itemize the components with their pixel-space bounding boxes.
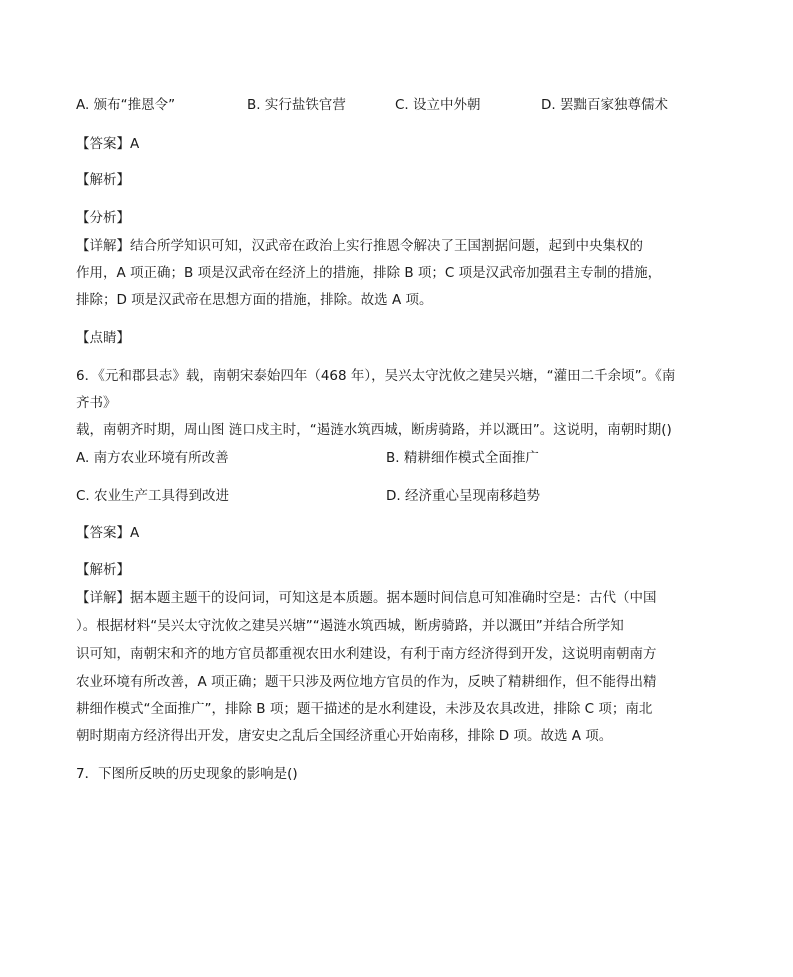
q6-option-a: A. 南方农业环境有所改善 [76,450,229,466]
q5-option-d: D. 罢黜百家独尊儒术 [541,97,668,113]
q6-option-c: C. 农业生产工具得到改进 [76,488,230,504]
q6-stem-line-1: 6．《元和郡县志》载，南朝宋泰始四年（468 年），吴兴太守沈攸之建吴兴塘，“灌田二千余顷”。《南 [76,368,676,384]
q6-analysis-heading: 【解析】 [76,562,130,578]
q6-detail-line-2: ）。根据材料“吴兴太守沈攸之建吴兴塘”“遏涟水筑西城，断虏骑路，并以溉田”并结合所学知 [76,618,624,634]
q5-dianjing-heading: 【点睛】 [76,330,130,346]
q5-detail-line-1: 【详解】结合所学知识可知，汉武帝在政治上实行推恩令解决了王国割据问题，起到中央集权的 [76,238,643,254]
q5-option-c: C. 设立中外朝 [395,97,481,113]
q5-detail-line-3: 排除；D 项是汉武帝在思想方面的措施，排除。故选 A 项。 [76,292,433,308]
q6-detail-line-6: 朝时期南方经济得出开发，唐安史之乱后全国经济重心开始南移，排除 D 项。故选 A 项。 [76,728,613,744]
q7-stem: 7．下图所反映的历史现象的影响是() [76,766,298,782]
q5-fenxi-heading: 【分析】 [76,210,130,226]
q6-stem-line-2: 齐书》 [76,395,117,411]
q6-detail-line-5: 耕细作模式“全面推广”，排除 B 项；题干描述的是水利建设，未涉及农具改进，排除 C 项；南北 [76,701,653,717]
q5-answer: 【答案】A [76,136,140,152]
q6-detail-line-3: 识可知，南朝宋和齐的地方官员都重视农田水利建设，有利于南方经济得到开发，这说明南朝南方 [76,646,657,662]
q6-detail-line-1: 【详解】据本题主题干的设问词，可知这是本质题。据本题时间信息可知准确时空是：古代（中国 [76,590,657,606]
q6-answer: 【答案】A [76,525,140,541]
q6-stem-line-3: 载，南朝齐时期，周山图 涟口戍主时，“遏涟水筑西城，断虏骑路，并以溉田”。这说明，南朝时期() [76,422,672,438]
q5-option-a: A. 颁布“推恩令” [76,97,176,113]
q5-option-b: B. 实行盐铁官营 [247,97,346,113]
q6-option-b: B. 精耕细作模式全面推广 [386,450,539,466]
q5-detail-line-2: 作用，A 项正确；B 项是汉武帝在经济上的措施，排除 B 项；C 项是汉武帝加强君主专制的措施， [76,265,662,281]
q5-analysis-heading: 【解析】 [76,172,130,188]
q6-option-d: D. 经济重心呈现南移趋势 [386,488,540,504]
q6-detail-line-4: 农业环境有所改善，A 项正确；题干只涉及两位地方官员的作为，反映了精耕细作，但不能得出精 [76,674,657,690]
